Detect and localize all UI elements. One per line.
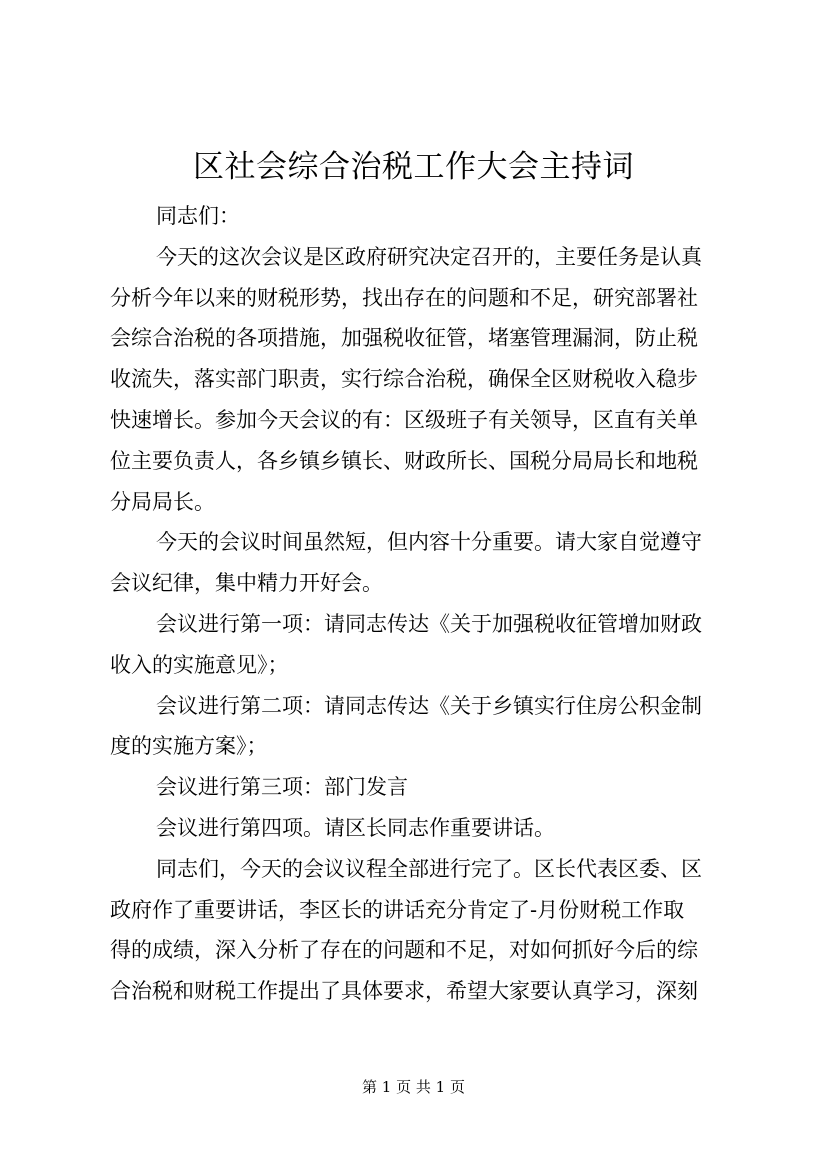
- paragraph-line: 收流失，落实部门职责，实行综合治税，确保全区财税收入稳步: [110, 367, 698, 392]
- paragraph-line: 分析今年以来的财税形势，找出存在的问题和不足，研究部署社: [110, 285, 698, 310]
- document-body: [110, 196, 722, 1012]
- page-number: 第 1 页 共 1 页: [362, 1078, 465, 1096]
- paragraph-line: 同志们，今天的会议议程全部进行完了。区长代表区委、区: [156, 856, 702, 881]
- paragraph-line: 会议纪律，集中精力开好会。: [110, 571, 383, 596]
- paragraph-line: 会综合治税的各项措施，加强税收征管，堵塞管理漏洞，防止税: [110, 326, 698, 351]
- paragraph-line: 度的实施方案》；: [110, 734, 268, 759]
- paragraph-line: 同志们：: [156, 204, 240, 228]
- paragraph-line: 合治税和财税工作提出了具体要求，希望大家要认真学习，深刻: [110, 979, 698, 1004]
- paragraph-line: 得的成绩，深入分析了存在的问题和不足，对如何抓好今后的综: [110, 938, 698, 963]
- paragraph-line: 位主要负责人，各乡镇乡镇长、财政所长、国税分局局长和地税: [110, 448, 698, 473]
- paragraph-line: 会议进行第四项。请区长同志作重要讲话。: [156, 815, 555, 840]
- paragraph-line: 会议进行第二项：请同志传达《关于乡镇实行住房公积金制: [156, 693, 702, 718]
- paragraph-line: 今天的会议时间虽然短，但内容十分重要。请大家自觉遵守: [156, 530, 702, 555]
- paragraph-line: 会议进行第三项：部门发言: [156, 775, 408, 800]
- paragraph-line: 收入的实施意见》；: [110, 652, 289, 677]
- paragraph-line: 快速增长。参加今天会议的有：区级班子有关领导，区直有关单: [110, 407, 698, 432]
- paragraph-line: 今天的这次会议是区政府研究决定召开的，主要任务是认真: [156, 244, 702, 269]
- paragraph-line: 会议进行第一项：请同志传达《关于加强税收征管增加财政: [156, 611, 702, 636]
- paragraph-line: 政府作了重要讲话，李区长的讲话充分肯定了-月份财税工作取: [110, 897, 685, 922]
- paragraph-line: 分局局长。: [110, 489, 215, 514]
- document-title: 区社会综合治税工作大会主持词: [193, 149, 634, 185]
